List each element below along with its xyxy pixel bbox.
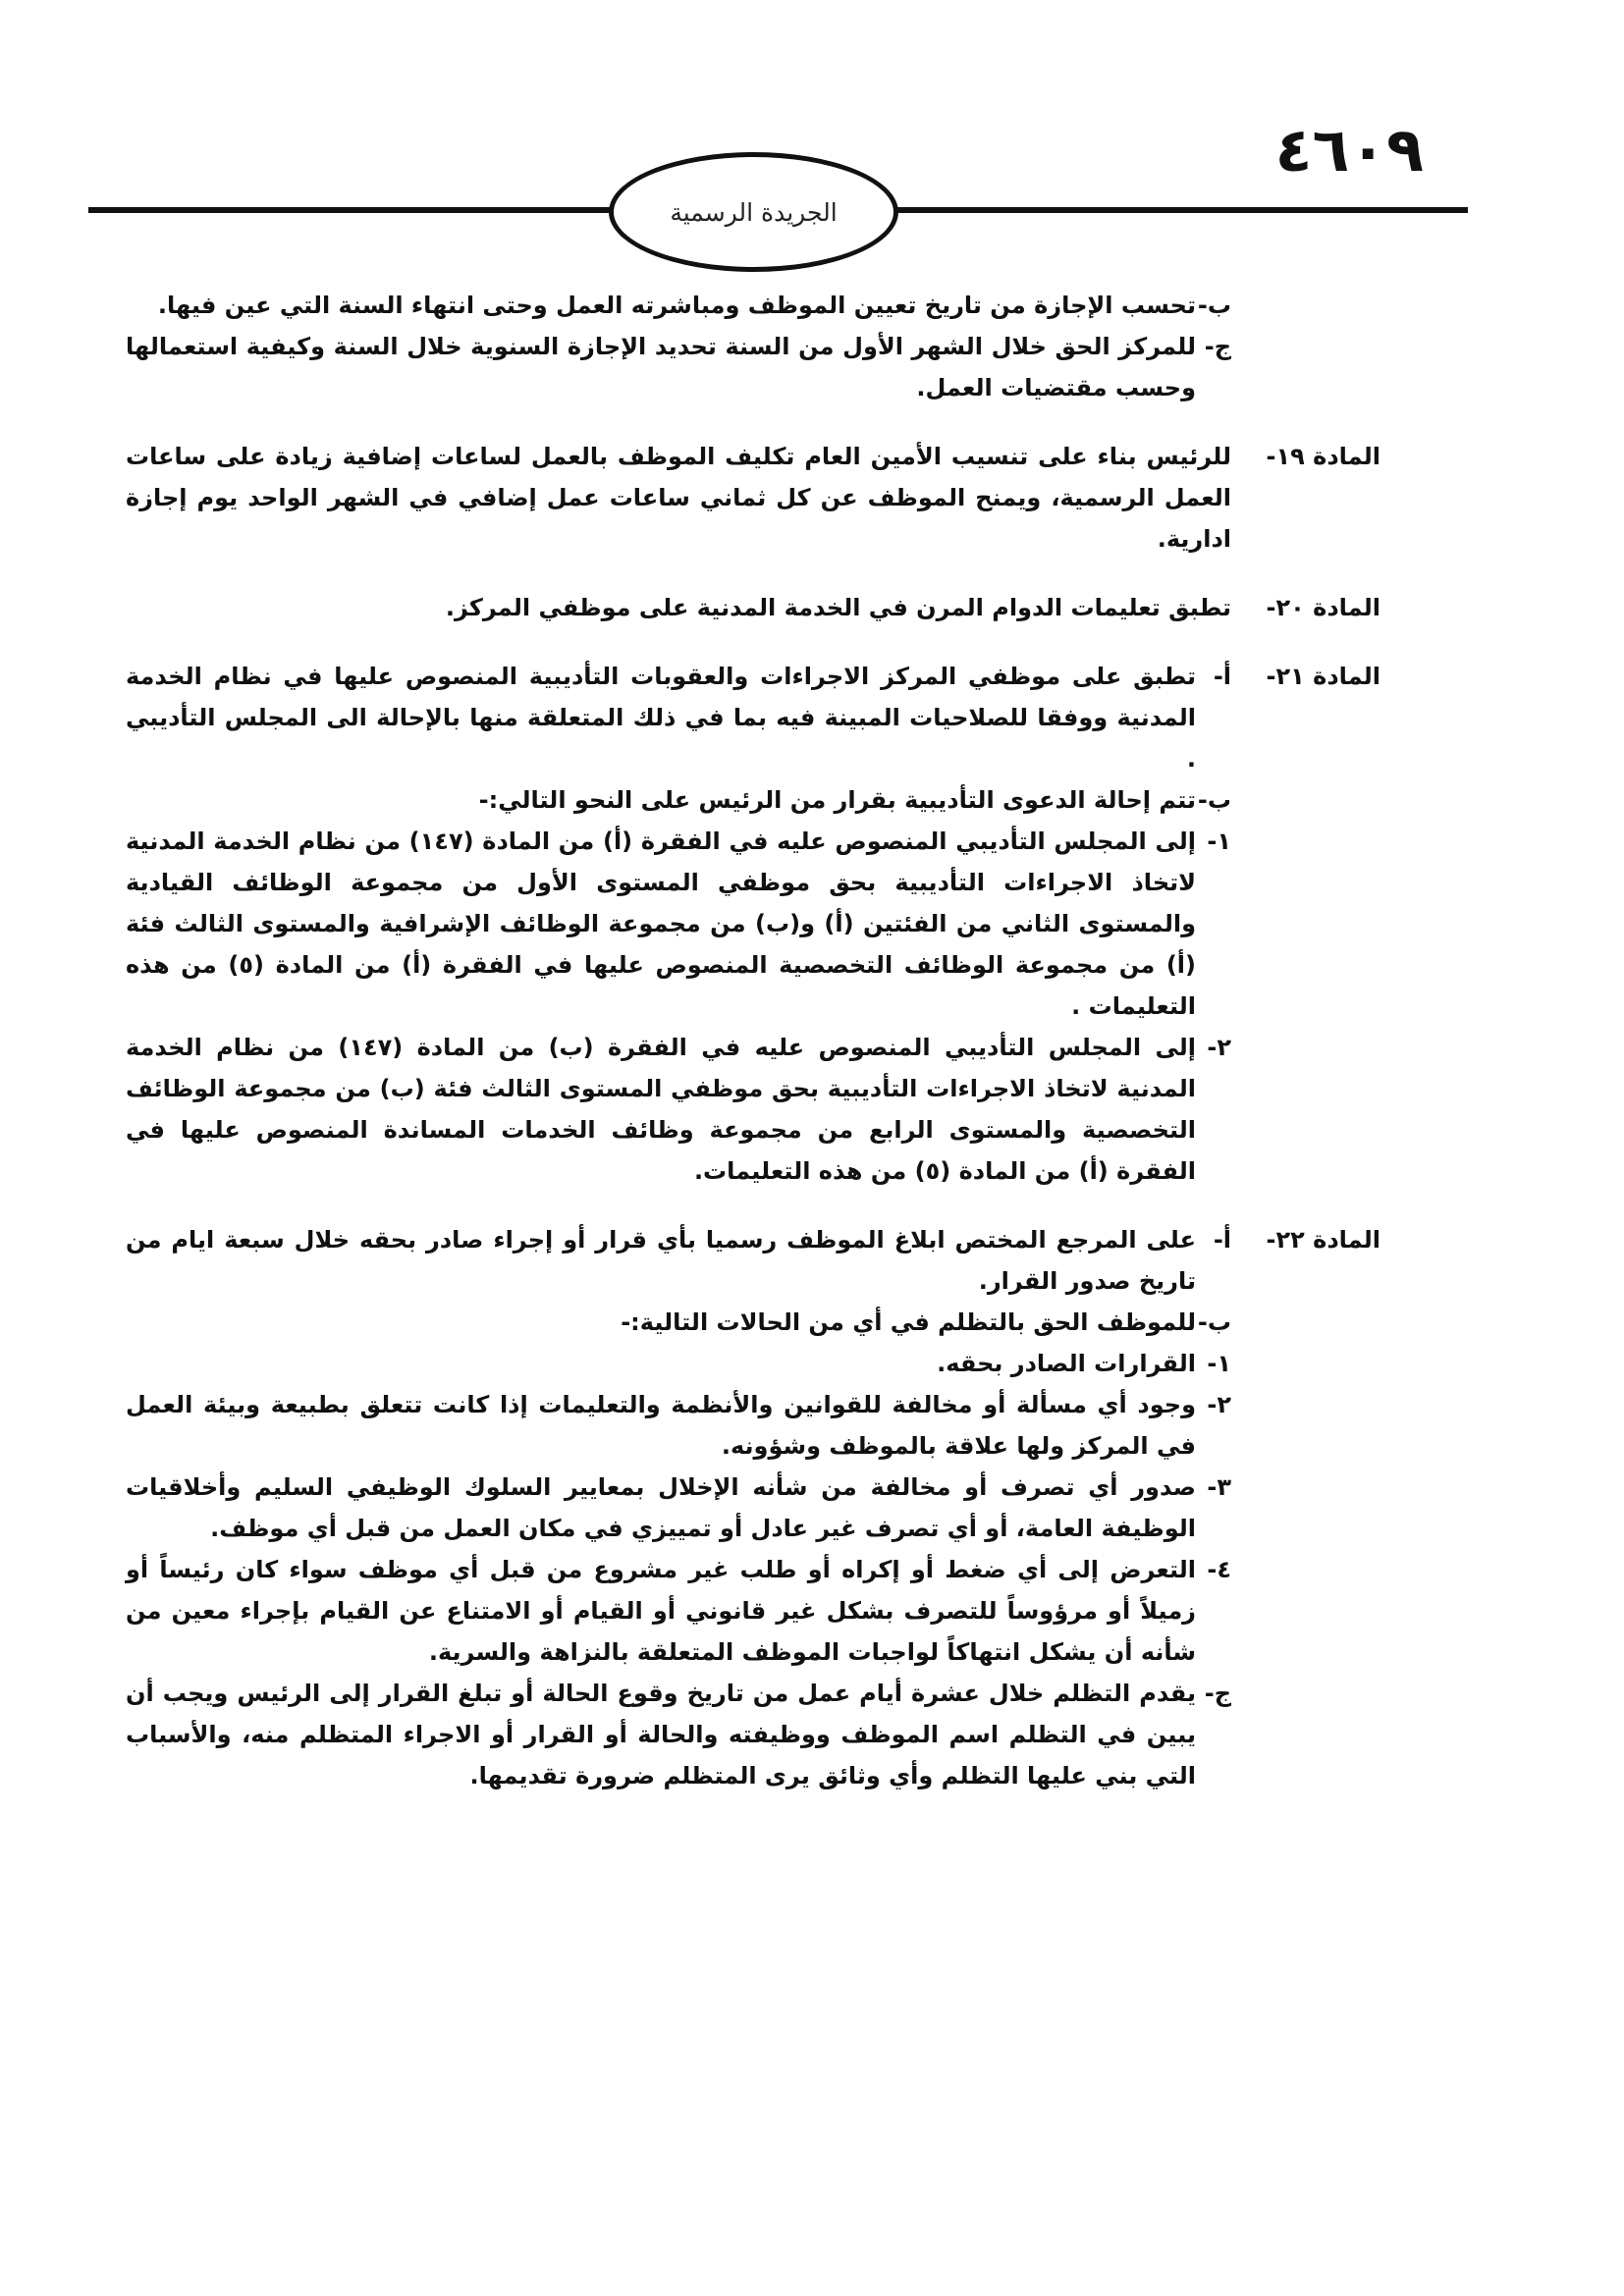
item-text: القرارات الصادر بحقه. bbox=[937, 1350, 1196, 1377]
article-label: المادة ٢٠- bbox=[1266, 594, 1380, 621]
article-22-item-2 bbox=[126, 1384, 1380, 1467]
article-22-item-1 bbox=[126, 1343, 1380, 1384]
item-number: ٢- bbox=[1207, 1391, 1231, 1418]
article-22 bbox=[126, 1219, 1380, 1302]
item-text: إلى المجلس التأديبي المنصوص عليه في الفقرة (ب) من المادة (١٤٧) من نظام الخدمة المدنية لاتخاذ الاجراءات التأديبية بحق موظفي المستوى الثالث فئة (ب) من مجموعة الوظائف التخصصية والمستوى الرابع من مجموعة وظائف الخدمات المساندة المنصوص عليها في الفقرة (أ) من المادة (٥) من هذه التعليمات. bbox=[126, 1034, 1196, 1185]
article-21-clause-b bbox=[126, 779, 1380, 821]
article-label: المادة ٢٢- bbox=[1266, 1226, 1380, 1254]
clause-text: تتم إحالة الدعوى التأديبية بقرار من الرئيس على النحو التالي:- bbox=[478, 786, 1196, 814]
article-22-clause-b bbox=[126, 1302, 1380, 1343]
item-number: ٤- bbox=[1207, 1556, 1231, 1583]
article-22-clause-j bbox=[126, 1673, 1380, 1796]
clause-label: ب- bbox=[1197, 292, 1231, 319]
article-text: تطبق تعليمات الدوام المرن في الخدمة المدنية على موظفي المركز. bbox=[445, 594, 1231, 621]
article-21-item-2 bbox=[126, 1027, 1380, 1192]
item-number: ٢- bbox=[1207, 1034, 1231, 1061]
clause-text: على المرجع المختص ابلاغ الموظف رسميا بأي قرار أو إجراء صادر بحقه خلال سبعة ايام من تاريخ صدور القرار. bbox=[126, 1226, 1196, 1295]
clause-text: يقدم التظلم خلال عشرة أيام عمل من تاريخ وقوع الحالة أو تبلغ القرار إلى الرئيس ويجب أن يبين في التظلم اسم الموظف ووظيفته والحالة أو القرار أو الاجراء المتظلم منه، والأسباب التي بني عليها التظلم وأي وثائق يرى المتظلم ضرورة تقديمها. bbox=[126, 1680, 1196, 1789]
article-21-item-1 bbox=[126, 821, 1380, 1027]
clause-label: ب- bbox=[1197, 786, 1231, 814]
page-number: ٤٦٠٩ bbox=[1274, 114, 1424, 186]
clause-text: تحسب الإجازة من تاريخ تعيين الموظف ومباشرته العمل وحتى انتهاء السنة التي عين فيها. bbox=[157, 292, 1196, 319]
clause-b bbox=[126, 285, 1380, 326]
article-19 bbox=[126, 436, 1380, 560]
item-text: التعرض إلى أي ضغط أو إكراه أو طلب غير مشروع من قبل أي موظف سواء كان رئيساً أو زميلاً أو مرؤوساً للتصرف بشكل غير قانوني أو القيام أو الامتناع عن القيام بإجراء معين من شأنه أن يشكل انتهاكاً لواجبات الموظف المتعلقة بالنزاهة والسرية. bbox=[126, 1556, 1196, 1666]
clause-label: أ- bbox=[1213, 663, 1231, 690]
document-body bbox=[126, 285, 1380, 1796]
item-number: ١- bbox=[1207, 1350, 1231, 1377]
item-text: إلى المجلس التأديبي المنصوص عليه في الفقرة (أ) من المادة (١٤٧) من نظام الخدمة المدنية لاتخاذ الاجراءات التأديبية بحق موظفي المستوى الأول من مجموعة الوظائف القيادية والمستوى الثاني من الفئتين (أ) و(ب) من مجموعة الوظائف الإشرافية والمستوى الثالث فئة (أ) من مجموعة الوظائف التخصصية المنصوص عليها في الفقرة (أ) من المادة (٥) من هذه التعليمات . bbox=[126, 828, 1196, 1020]
gazette-title: الجريدة الرسمية bbox=[670, 197, 838, 227]
article-text: للرئيس بناء على تنسيب الأمين العام تكليف الموظف بالعمل لساعات إضافية زيادة على ساعات العمل الرسمية، ويمنح الموظف عن كل ثماني ساعات عمل إضافي في الشهر الواحد يوم إجازة ادارية. bbox=[126, 443, 1231, 553]
item-number: ١- bbox=[1207, 828, 1231, 855]
item-text: وجود أي مسألة أو مخالفة للقوانين والأنظمة والتعليمات إذا كانت تتعلق بطبيعة وبيئة العمل في المركز ولها علاقة بالموظف وشؤونه. bbox=[126, 1391, 1196, 1460]
item-text: صدور أي تصرف أو مخالفة من شأنه الإخلال بمعايير السلوك الوظيفي السليم وأخلاقيات الوظيفة العامة، أو أي تصرف غير عادل أو تمييزي في مكان العمل من قبل أي موظف. bbox=[126, 1473, 1196, 1542]
article-label: المادة ٢١- bbox=[1266, 663, 1380, 690]
clause-label: أ- bbox=[1213, 1226, 1231, 1254]
item-number: ٣- bbox=[1207, 1473, 1231, 1501]
clause-label: ج- bbox=[1204, 1680, 1231, 1707]
article-20 bbox=[126, 587, 1380, 628]
article-22-item-3 bbox=[126, 1467, 1380, 1549]
gazette-title-oval bbox=[609, 152, 898, 272]
clause-text: للموظف الحق بالتظلم في أي من الحالات التالية:- bbox=[621, 1308, 1196, 1336]
clause-j bbox=[126, 326, 1380, 408]
clause-label: ج- bbox=[1204, 333, 1231, 360]
article-label: المادة ١٩- bbox=[1266, 443, 1380, 470]
clause-text: تطبق على موظفي المركز الاجراءات والعقوبات التأديبية المنصوص عليها في نظام الخدمة المدنية ووفقا للصلاحيات المبينة فيه بما في ذلك المتعلقة منها بالإحالة الى المجلس التأديبي . bbox=[126, 663, 1196, 773]
article-21 bbox=[126, 656, 1380, 779]
clause-label: ب- bbox=[1197, 1308, 1231, 1336]
article-22-item-4 bbox=[126, 1549, 1380, 1673]
clause-text: للمركز الحق خلال الشهر الأول من السنة تحديد الإجازة السنوية خلال السنة وكيفية استعمالها وحسب مقتضيات العمل. bbox=[126, 333, 1196, 401]
